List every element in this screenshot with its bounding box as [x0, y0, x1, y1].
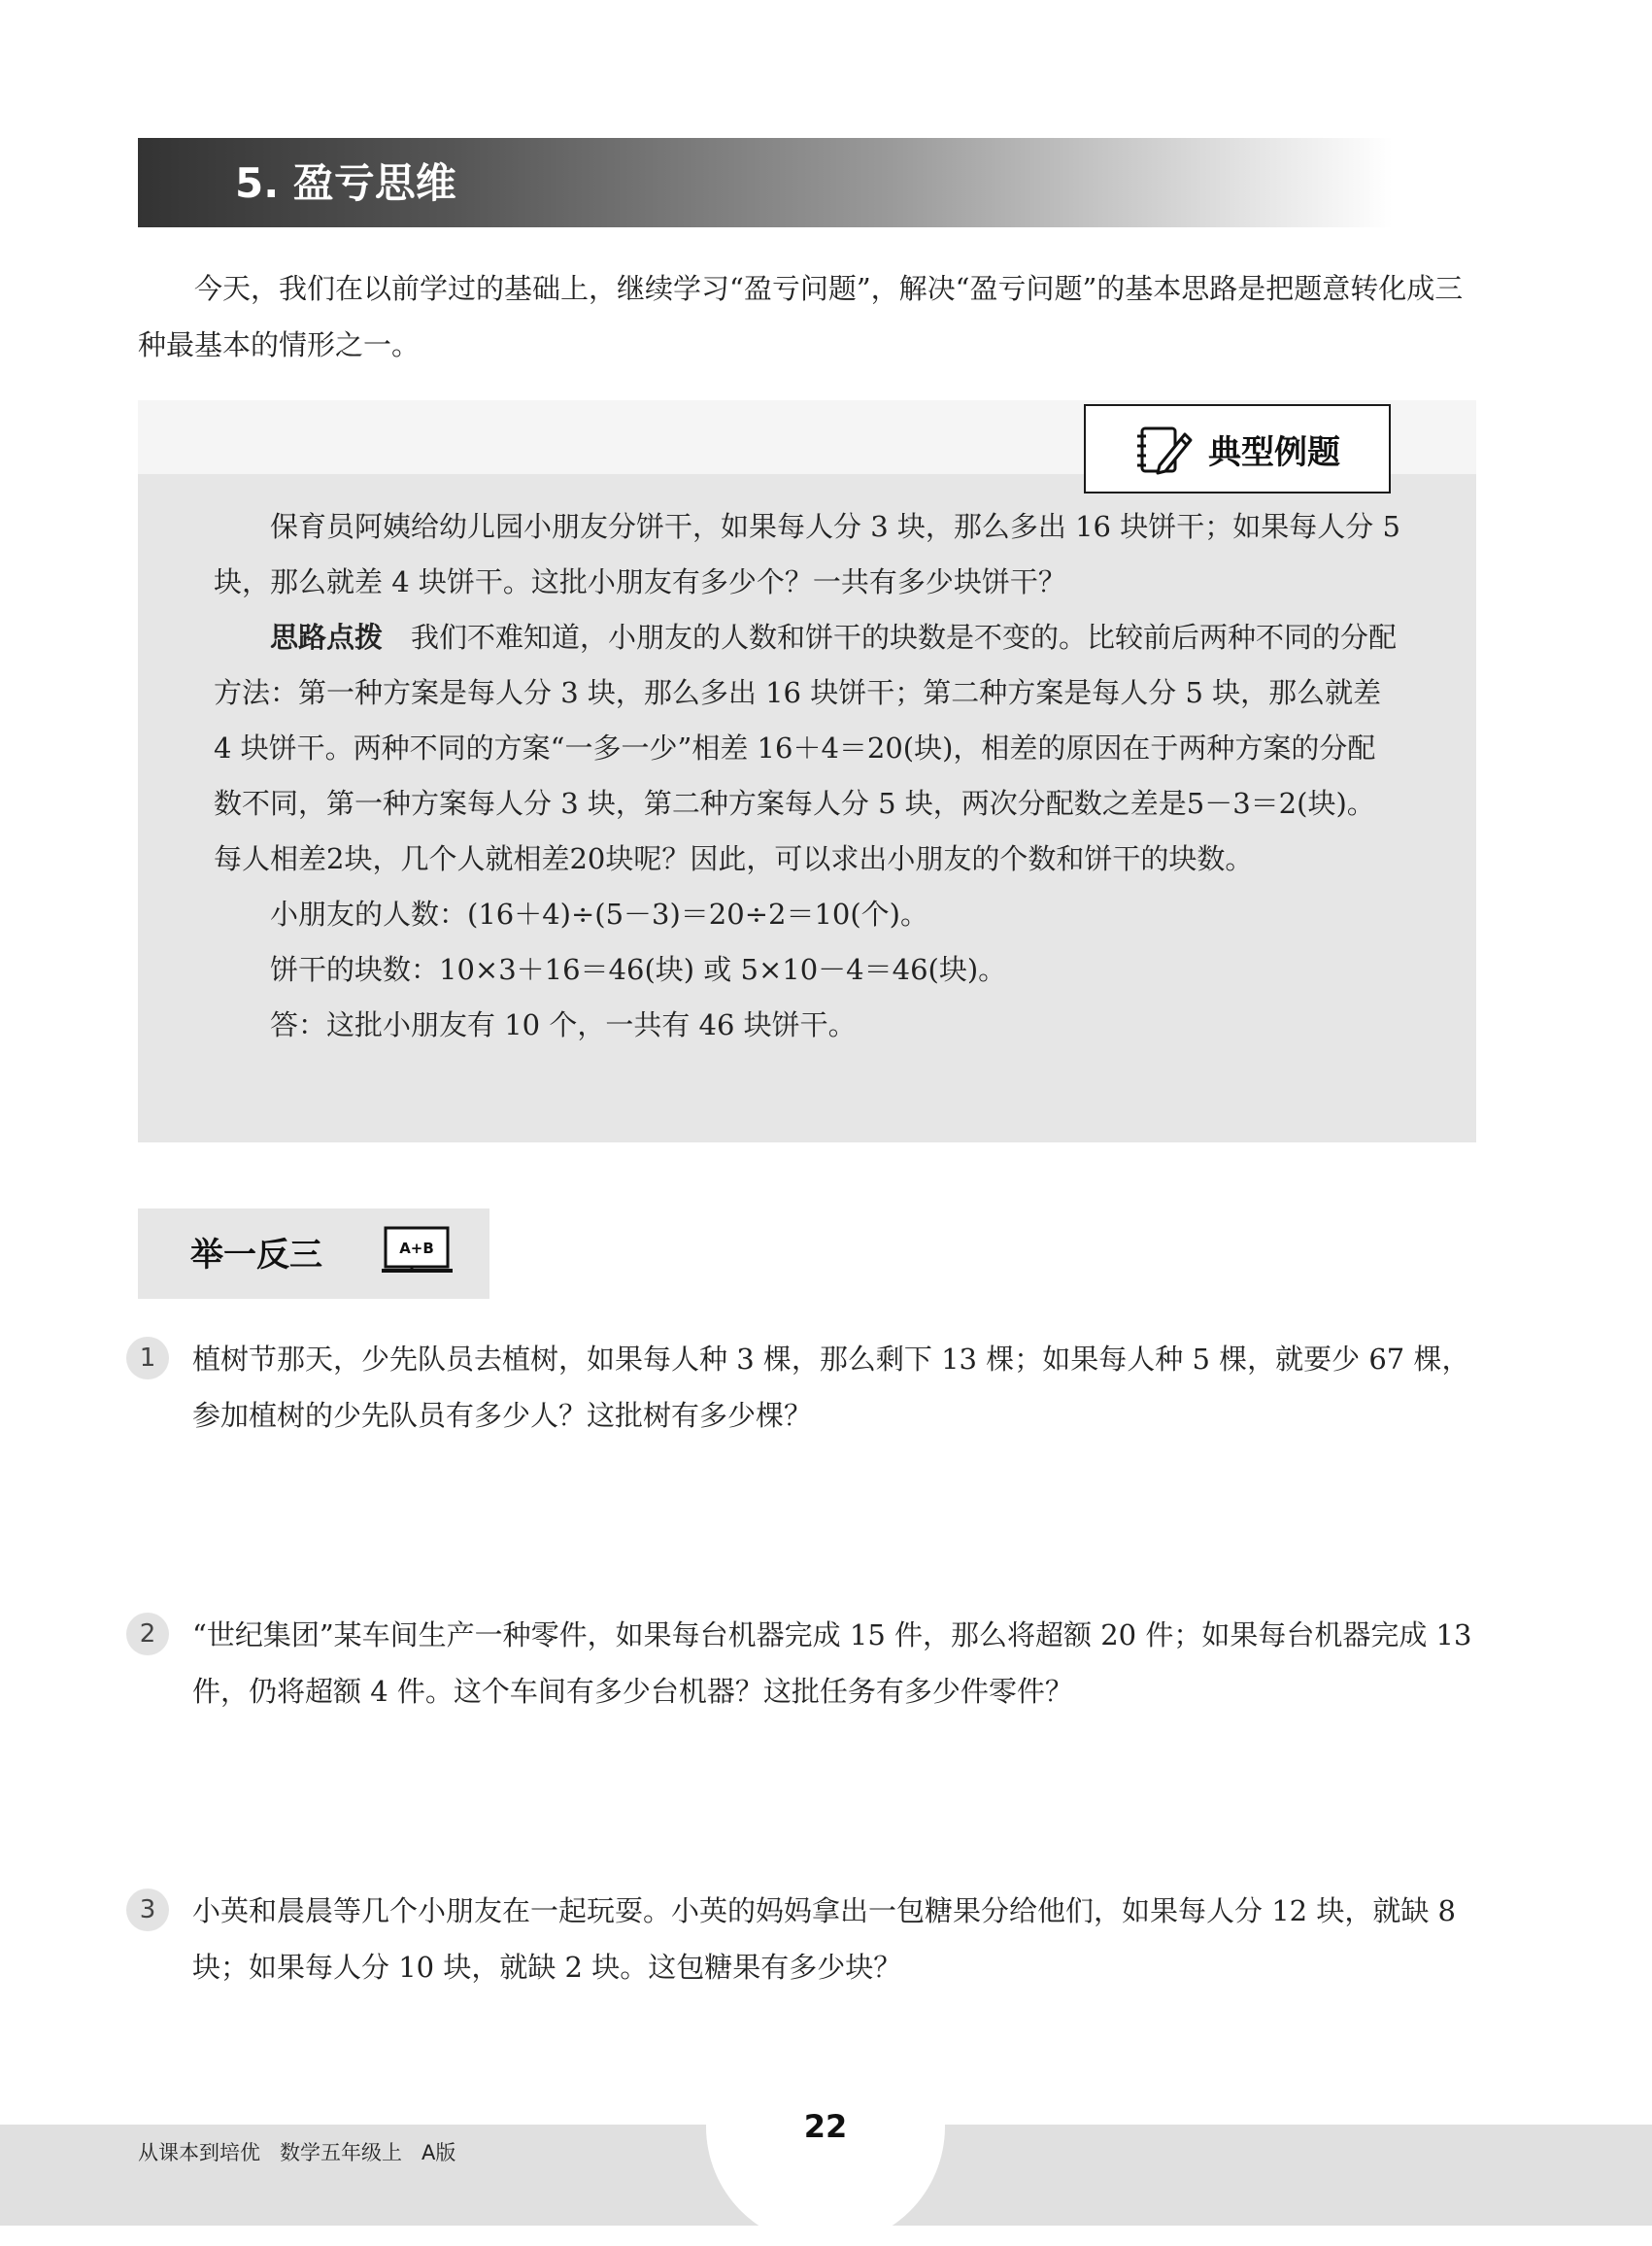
example-answer: 答：这批小朋友有 10 个，一共有 46 块饼干。	[270, 1008, 857, 1041]
hint-text: 我们不难知道，小朋友的人数和饼干的块数是不变的。比较前后两种不同的分配方法：第一种方案是每人分 3 块，那么多出 16 块饼干；第二种方案是每人分 5 块，那么就差 4 块饼干。两种不同的方案“一多一少”相差 16＋4＝20(块)，相差的原因在于两种方案的分配数不同，第一种方案每人分 3 块，第二种方案每人分 5 块，两次分配数之差是5－3＝2(块)。每人相差2块，几个人就相差20块呢？因此，可以求出小朋友的个数和饼干的块数。	[214, 621, 1398, 875]
question-3: 小英和晨晨等几个小朋友在一起玩耍。小英的妈妈拿出一包糖果分给他们，如果每人分 12 块，就缺 8 块；如果每人分 10 块，就缺 2 块。这包糖果有多少块？	[192, 1894, 1457, 1984]
question-1: 植树节那天，少先队员去植树，如果每人种 3 棵，那么剩下 13 棵；如果每人种 5 棵，就要少 67 棵，参加植树的少先队员有多少人？这批树有多少棵？	[192, 1343, 1470, 1432]
example-badge-label: 典型例题	[1208, 432, 1340, 472]
footer-book-title: 从课本到培优 数学五年级上 A版	[138, 2141, 456, 2164]
example-badge	[1084, 404, 1391, 493]
pencil-notepad-icon	[1134, 419, 1195, 479]
example-content	[214, 499, 1400, 1053]
section-title: 5. 盈亏思维	[235, 159, 456, 207]
question-2: “世纪集团”某车间生产一种零件，如果每台机器完成 15 件，那么将超额 20 件；如果每台机器完成 13 件，仍将超额 4 件。这个车间有多少台机器？这批任务有多少件零件？	[192, 1618, 1472, 1708]
page-number: 22	[803, 2108, 848, 2145]
example-step-1: 小朋友的人数：(16＋4)÷(5－3)＝20÷2＝10(个)。	[270, 898, 928, 931]
hint-label: 思路点拨	[270, 621, 384, 654]
example-problem: 保育员阿姨给幼儿园小朋友分饼干，如果每人分 3 块，那么多出 16 块饼干；如果每人分 5 块，那么就差 4 块饼干。这批小朋友有多少个？一共有多少块饼干？	[214, 510, 1400, 598]
chalkboard-ab-icon	[381, 1224, 455, 1280]
example-hint	[214, 610, 1400, 887]
question-number-2: 2	[126, 1613, 169, 1655]
question-number-3: 3	[126, 1889, 169, 1931]
question-number-1: 1	[126, 1337, 169, 1379]
chalkboard-text: A+B	[399, 1240, 434, 1257]
example-step-2: 饼干的块数：10×3＋16＝46(块) 或 5×10－4＝46(块)。	[270, 953, 1007, 986]
practice-label: 举一反三	[190, 1236, 322, 1275]
intro-paragraph: 今天，我们在以前学过的基础上，继续学习“盈亏问题”，解决“盈亏问题”的基本思路是把题意转化成三种最基本的情形之一。	[138, 272, 1464, 361]
